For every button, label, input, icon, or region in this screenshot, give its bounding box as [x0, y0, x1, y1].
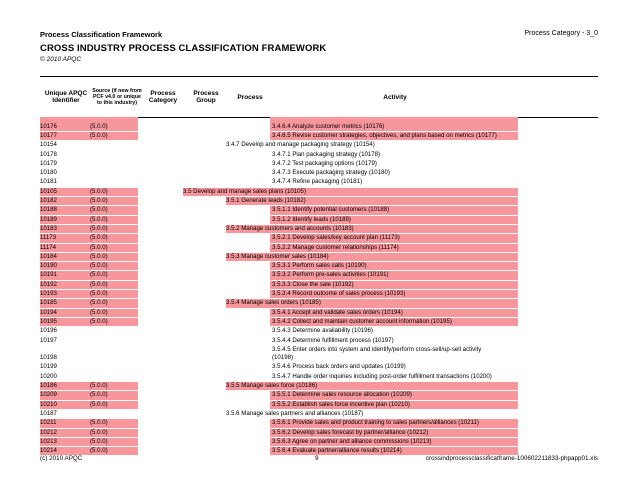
row-source: (5.0.0): [90, 234, 108, 242]
table-row: [40, 309, 598, 318]
table-row: [40, 188, 598, 197]
table-row: [40, 382, 598, 391]
row-description: 3.4.7.2 Test packaging options (10179): [272, 159, 377, 167]
row-identifier: 10179: [40, 159, 57, 167]
row-source: (5.0.0): [90, 317, 108, 325]
row-description: 3.5 Develop and manage sales plans (10105): [183, 187, 306, 195]
row-description: 3.5.6.3 Agree on partner and alliance commissions (10213): [272, 437, 432, 445]
row-identifier: 10177: [40, 132, 57, 139]
table-row: [40, 318, 598, 327]
table-row: [40, 299, 598, 308]
row-description: 3.5.6.1 Provide sales and product training to sales partners/alliances (10211): [272, 419, 479, 427]
row-identifier: 10196: [40, 327, 57, 335]
row-description: 3.5.5.1 Determine sales resource allocation (10209): [272, 391, 412, 399]
copyright-notice: © 2010 APQC: [40, 56, 82, 63]
row-source: (5.0.0): [90, 299, 108, 307]
row-source: (5.0.0): [90, 271, 108, 279]
table-row: [40, 401, 598, 410]
row-identifier: 10181: [40, 178, 57, 186]
row-description: 3.4.7.3 Execute packaging strategy (10180): [272, 169, 390, 177]
table-row: [40, 169, 598, 178]
row-description: 3.5.1.2 Identify leads (10189): [272, 215, 351, 223]
col-header-category: Process Category: [148, 90, 178, 104]
row-identifier: 11173: [40, 234, 57, 242]
row-source: (5.0.0): [90, 132, 108, 139]
row-identifier: 10180: [40, 169, 57, 177]
row-source: (5.0.0): [90, 280, 108, 288]
row-identifier: 11174: [40, 243, 57, 251]
row-source: (5.0.0): [90, 428, 108, 436]
row-description: 3.5.6.4 Evaluate partner/alliance results (10214): [272, 447, 402, 455]
row-description: 3.5.5.2 Establish sales force incentive plan (10210): [272, 400, 410, 408]
row-source: (5.0.0): [90, 382, 108, 390]
row-identifier: 10200: [40, 372, 57, 380]
table-row: [40, 117, 598, 132]
row-description: 3.4.7 Develop and manage packaging strategy (10154): [226, 141, 375, 149]
footer-page-number: 9: [315, 455, 319, 462]
row-identifier: 10176: [40, 122, 57, 130]
row-description: 3.5.5 Manage sales force (10186): [226, 382, 318, 390]
footer-copyright: (c) 2010 APQC: [40, 455, 83, 462]
table-row: [40, 178, 598, 187]
row-identifier: 10191: [40, 271, 57, 279]
row-description: 3.4.6.5 Revise customer strategies, objectives, and plans based on metrics (10177): [272, 132, 497, 139]
table-row: [40, 281, 598, 290]
row-identifier: 10210: [40, 400, 57, 408]
row-description: 3.5.3.4 Record outcome of sales process (10193): [272, 290, 406, 298]
table-row: [40, 151, 598, 160]
table-row: [40, 206, 598, 215]
row-identifier: 10189: [40, 215, 57, 223]
table-row: [40, 271, 598, 280]
table-row: [40, 132, 598, 141]
row-source: (5.0.0): [90, 419, 108, 427]
row-identifier: 10193: [40, 290, 57, 298]
document-name: Process Classification Framework: [40, 30, 163, 39]
row-description-continued: (10198): [272, 354, 294, 362]
row-description: 3.5.4.3 Determine availability (10196): [272, 327, 373, 335]
framework-table: [40, 117, 598, 456]
col-header-process: Process: [237, 93, 263, 101]
row-source: (5.0.0): [90, 252, 108, 260]
row-identifier: 10182: [40, 197, 57, 205]
row-description: 3.5.4.5 Enter orders into system and identify/perform cross-sell/up-sell activity: [272, 345, 482, 353]
col-header-source: Source (if new from PCF v4.0 or unique to this industry): [92, 87, 142, 107]
row-source: (5.0.0): [90, 400, 108, 408]
row-description: 3.5.4.6 Process back orders and updates (10199): [272, 363, 406, 371]
table-row: [40, 391, 598, 400]
row-description: 3.5.4.4 Determine fulfillment process (10197): [272, 336, 394, 344]
table-row: [40, 410, 598, 419]
row-source: (5.0.0): [90, 290, 108, 298]
table-row: [40, 253, 598, 262]
row-source: (5.0.0): [90, 391, 108, 399]
table-row: [40, 216, 598, 225]
row-identifier: 10198: [40, 354, 57, 362]
table-row: [40, 262, 598, 271]
row-identifier: 10212: [40, 428, 57, 436]
row-description: 3.4.7.1 Plan packaging strategy (10178): [272, 150, 381, 158]
row-identifier: 10184: [40, 252, 57, 260]
row-description: 3.4.7.4 Refine packaging (10181): [272, 178, 363, 186]
row-identifier: 10197: [40, 336, 57, 344]
table-row: [40, 337, 598, 346]
table-row: [40, 429, 598, 438]
row-identifier: 10213: [40, 437, 57, 445]
row-description: 3.5.4 Manage sales orders (10185): [226, 299, 321, 307]
table-row: [40, 419, 598, 428]
row-identifier: 10105: [40, 187, 57, 195]
row-identifier: 10192: [40, 280, 57, 288]
row-description: 3.5.1 Generate leads (10182): [226, 197, 306, 205]
row-source: (5.0.0): [90, 122, 108, 130]
row-source: (5.0.0): [90, 262, 108, 270]
row-identifier: 10178: [40, 150, 57, 158]
row-description: 3.5.6.2 Develop sales forecast by partner/alliance (10212): [272, 428, 429, 436]
row-identifier: 10186: [40, 382, 57, 390]
table-row: [40, 327, 598, 336]
row-description: 3.5.4.2 Collect and maintain customer account information (10195): [272, 317, 452, 325]
table-row: [40, 234, 598, 243]
col-header-group: Process Group: [193, 90, 219, 104]
page-title: CROSS INDUSTRY PROCESS CLASSIFICATION FRAMEWORK: [40, 43, 327, 54]
row-source: (5.0.0): [90, 437, 108, 445]
col-header-id: Unique APQC Identifier: [44, 90, 88, 104]
row-description: 3.5.1.1 Identify potential customers (10188): [272, 206, 390, 214]
table-row: [40, 225, 598, 234]
row-description: 3.5.3.1 Perform sales calls (10190): [272, 262, 367, 270]
row-identifier: 10214: [40, 447, 57, 455]
row-identifier: 10194: [40, 308, 57, 316]
row-source: (5.0.0): [90, 187, 108, 195]
row-identifier: 10187: [40, 409, 57, 417]
row-identifier: 10211: [40, 419, 57, 427]
row-description: 3.5.2.2 Manage customer relationships (11174): [272, 243, 399, 251]
col-header-activity: Activity: [383, 93, 407, 101]
table-row: [40, 244, 598, 253]
row-identifier: 10199: [40, 363, 57, 371]
row-source: (5.0.0): [90, 447, 108, 455]
footer-file-name: crossindprocessclassificatframe-100602211833-phpapp01.xls: [425, 455, 598, 462]
row-identifier: 10183: [40, 224, 57, 232]
row-identifier: 10209: [40, 391, 57, 399]
row-identifier: 10190: [40, 262, 57, 270]
row-source: (5.0.0): [90, 206, 108, 214]
row-source: (5.0.0): [90, 243, 108, 251]
table-row: [40, 160, 598, 169]
row-description: 3.5.4.7 Handle order inquiries including post-order fulfillment transactions (10200): [272, 372, 492, 380]
row-description: 3.4.6.4 Analyze customer metrics (10176): [272, 122, 385, 130]
row-identifier: 10154: [40, 141, 57, 149]
row-source: (5.0.0): [90, 197, 108, 205]
row-description: 3.5.3 Manage customer sales (10184): [226, 252, 329, 260]
row-description: 3.5.4.1 Accept and validate sales orders (10194): [272, 308, 403, 316]
table-row: [40, 290, 598, 299]
row-identifier: 10195: [40, 317, 57, 325]
table-row: [40, 438, 598, 447]
row-source: (5.0.0): [90, 308, 108, 316]
table-row: [40, 373, 598, 382]
row-description: 3.5.3.3 Close the sale (10192): [272, 280, 354, 288]
table-row: [40, 197, 598, 206]
row-description: 3.5.2 Manage customers and accounts (10183): [226, 224, 354, 232]
table-row: [40, 363, 598, 372]
row-source: (5.0.0): [90, 224, 108, 232]
table-row: [40, 346, 598, 364]
row-source: (5.0.0): [90, 215, 108, 223]
row-description: 3.5.6 Manage sales partners and alliances (10187): [226, 409, 364, 417]
row-description: 3.5.3.2 Perform pre-sales activities (10191): [272, 271, 389, 279]
row-description: 3.5.2.1 Develop sales/key account plan (11173): [272, 234, 400, 242]
page-category: Process Category - 3_0: [524, 30, 598, 37]
row-identifier: 10185: [40, 299, 57, 307]
row-identifier: 10188: [40, 206, 57, 214]
table-row: [40, 141, 598, 150]
